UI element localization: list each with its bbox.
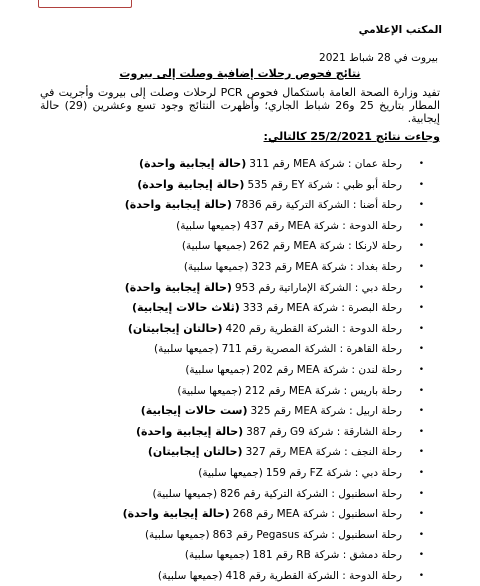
bullet-icon: • — [418, 159, 424, 169]
results-heading: وجاءت نتائج 25/2/2021 كالتالي: — [263, 130, 440, 143]
flight-text: رحلة الدوحة : شركة MEA رقم 437 — [243, 219, 402, 232]
bullet-icon: • — [418, 241, 424, 252]
list-item — [123, 175, 424, 196]
flight-text: رحلة دمشق : شركة RB رقم 181 — [252, 549, 402, 562]
list-item — [123, 360, 424, 381]
bullet-icon: • — [418, 488, 424, 499]
list-item — [123, 216, 424, 237]
office-name: المكتب الإعلامي — [358, 24, 442, 36]
bullet-icon: • — [418, 220, 424, 231]
flight-result: (حالة إيجابية واحدة) — [135, 424, 244, 438]
flight-text: رحلة اسطنبول : الشركة التركية رقم 826 — [220, 487, 402, 500]
list-item — [123, 195, 424, 216]
list-item — [123, 525, 424, 546]
flight-text: رحلة لندن : شركة MEA رقم 202 — [252, 363, 402, 376]
flight-result: (جميعها سلبية) — [157, 569, 223, 582]
bullet-icon: • — [418, 570, 424, 581]
bullet-icon: • — [418, 323, 424, 334]
list-item — [123, 566, 424, 586]
flight-result: (جميعها سلبية) — [198, 466, 263, 479]
list-item — [123, 381, 424, 402]
document-date: بيروت في 28 شباط 2021 — [319, 52, 438, 64]
flight-text: رحلة القاهرة : الشركة المصرية رقم 711 — [221, 343, 402, 356]
bullet-icon: • — [418, 282, 424, 293]
document-title: نتائج فحوص رحلات إضافية وصلت إلى بيروت — [119, 67, 361, 80]
bullet-icon: • — [418, 303, 424, 314]
flight-text: رحلة الدوحة : الشركة القطرية رقم 418 — [225, 569, 402, 582]
list-item — [123, 463, 424, 484]
flight-result: (جميعها سلبية) — [154, 343, 219, 356]
flight-result: (حالة إيجابية واحدة) — [124, 280, 232, 294]
bullet-icon: • — [418, 344, 424, 355]
bullet-icon: • — [418, 426, 424, 437]
list-item — [123, 278, 424, 299]
flight-text: رحلة الدوحة : الشركة القطرية رقم 420 — [225, 322, 402, 335]
list-item — [123, 257, 424, 278]
list-item — [123, 339, 424, 360]
bullet-icon: • — [418, 364, 424, 375]
bullet-icon: • — [418, 467, 424, 478]
flight-result: (ست حالات إيجابية) — [140, 404, 248, 418]
flight-text: رحلة البصرة : شركة MEA رقم 333 — [242, 302, 402, 315]
letterhead-stamp — [38, 0, 132, 8]
flight-text: رحلة دبي : شركة FZ رقم 159 — [265, 466, 402, 479]
flight-result: (حالة إيجابية واحدة) — [124, 198, 232, 212]
intro-paragraph: تفيد وزارة الصحة العامة باستكمال فحوص PCR لرحلات وصلت إلى بيروت وأجريت في المطار بتاريخ 25 و26 شباط الجاري؛ وأظهرت النتائج وجود تسع وعشرين (29) حالة إيجابية. — [40, 86, 441, 125]
list-item — [123, 298, 424, 319]
flight-text: رحلة اسطنبول : شركة MEA رقم 268 — [232, 508, 402, 521]
flight-result: (حالتان إيجابيتان) — [127, 321, 223, 335]
list-item — [123, 319, 424, 340]
bullet-icon: • — [418, 509, 424, 520]
flight-text: رحلة اسطنبول : شركة Pegasus رقم 863 — [212, 528, 402, 541]
flight-text: رحلة بغداد : شركة MEA رقم 323 — [251, 260, 402, 273]
flight-text: رحلة عمان : شركة MEA رقم 311 — [249, 158, 402, 170]
flight-result: (جميعها سلبية) — [183, 260, 249, 273]
list-item — [123, 442, 424, 463]
flight-text: رحلة دبي : الشركة الإماراتية رقم 953 — [234, 281, 402, 294]
list-item — [123, 236, 424, 257]
bullet-icon: • — [418, 179, 424, 190]
list-item — [123, 484, 424, 505]
list-item — [123, 154, 424, 175]
flight-text: رحلة النجف : شركة MEA رقم 327 — [245, 446, 402, 459]
flight-text: رحلة أبو ظبي : شركة EY رقم 535 — [247, 178, 402, 191]
flight-text: رحلة لارنكا : شركة MEA رقم 262 — [249, 240, 402, 253]
flight-result: (جميعها سلبية) — [185, 363, 250, 376]
flight-text: رحلة اربيل : شركة MEA رقم 325 — [250, 405, 402, 418]
bullet-icon: • — [418, 261, 424, 272]
list-item — [123, 401, 424, 422]
flight-result: (حالتان إيجابيتان) — [147, 445, 243, 459]
flight-result: (جميعها سلبية) — [152, 487, 218, 500]
bullet-icon: • — [418, 406, 424, 417]
flight-text: رحلة باريس : شركة MEA رقم 212 — [245, 384, 402, 397]
flight-result: (ثلاث حالات إيجابية) — [132, 301, 240, 315]
flight-results-list — [122, 154, 424, 586]
flight-result: (جميعها سلبية) — [177, 384, 243, 397]
list-item — [122, 504, 424, 525]
flight-text: رحلة أضنا : الشركة التركية رقم 7836 — [234, 199, 402, 212]
flight-result: (جميعها سلبية) — [181, 240, 247, 253]
flight-result: (حالة إيجابية واحدة) — [137, 177, 245, 191]
bullet-icon: • — [418, 385, 424, 396]
bullet-icon: • — [418, 200, 424, 211]
list-item — [123, 545, 424, 566]
flight-result: (جميعها سلبية) — [144, 528, 210, 541]
flight-result: (جميعها سلبية) — [184, 549, 250, 562]
flight-result: (حالة إيجابية واحدة) — [122, 507, 230, 521]
flight-result: (حالة إيجابية واحدة) — [139, 157, 247, 170]
bullet-icon: • — [418, 550, 424, 561]
flight-result: (جميعها سلبية) — [176, 219, 241, 232]
bullet-icon: • — [418, 447, 424, 458]
bullet-icon: • — [418, 529, 424, 540]
flight-text: رحلة الشارقة : شركة G9 رقم 387 — [246, 425, 402, 438]
list-item — [123, 422, 424, 443]
